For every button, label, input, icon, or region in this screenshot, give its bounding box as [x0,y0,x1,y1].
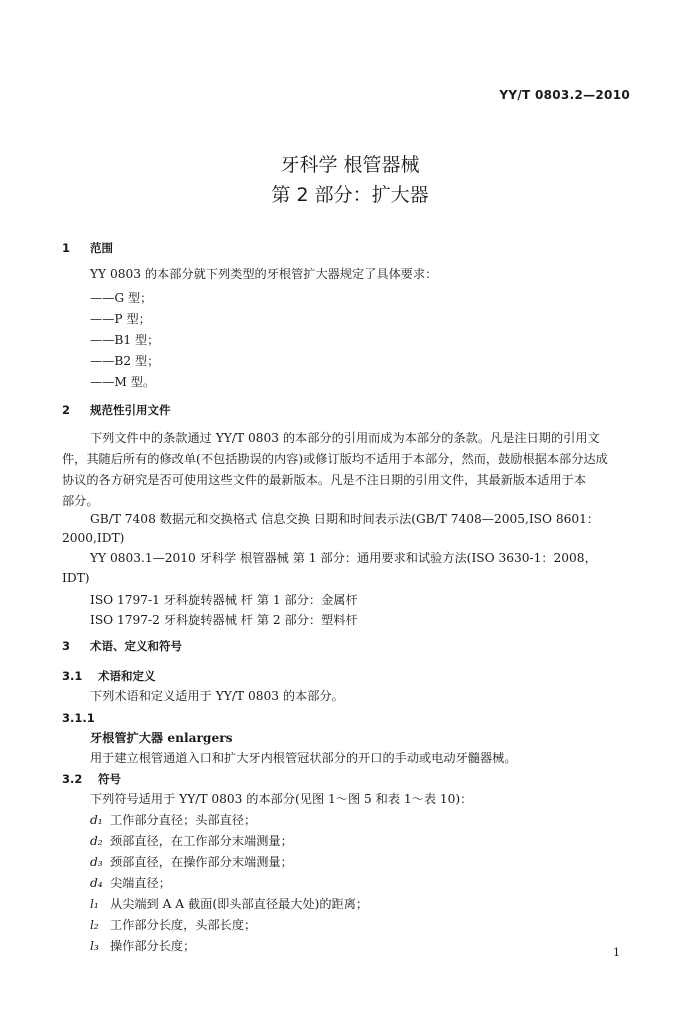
symbol: d₂ [90,834,103,848]
reference-line: YY 0803.1—2010 牙科学 根管器械 第 1 部分：通用要求和试验方法(ISO 3630-1：2008， [90,551,597,565]
symbol-item [90,917,256,933]
section-1-heading: 1 范围 [62,241,113,255]
paragraph-line: 下列文件中的条款通过 YY/T 0803 的本部分的引用而成为本部分的条款。凡是注日期的引用文 [90,431,600,445]
section-1-intro: YY 0803 的本部分就下列类型的牙根管扩大器规定了具体要求： [90,267,438,281]
section-number: 3 [62,639,71,653]
section-number: 1 [62,241,71,255]
symbol: d₃ [90,855,103,869]
symbol-description: 工作部分长度，头部长度； [110,918,257,932]
section-3-heading: 3 术语、定义和符号 [62,639,182,653]
section-3-2-heading: 3.2 符号 [62,772,121,786]
symbol-description: 工作部分直径；头部直径； [110,813,257,827]
standard-code: YY/T 0803.2—2010 [499,88,630,102]
symbol-item [90,812,256,828]
symbol-description: 从尖端到 A A 截面(即头部直径最大处)的距离； [110,897,369,911]
section-3-1-heading: 3.1 术语和定义 [62,669,156,683]
paragraph-line: 件，其随后所有的修改单(不包括勘误的内容)或修订版均不适用于本部分，然而，鼓励根据本部分达成 [62,452,608,466]
symbol-item [90,938,195,954]
type-item: ——M 型。 [90,375,156,389]
section-number: 3.2 [62,772,83,786]
section-number: 2 [62,403,71,417]
term-definition: 用于建立根管通道入口和扩大牙内根管冠状部分的开口的手动或电动牙髓器械。 [90,751,517,765]
symbol: d₁ [90,813,103,827]
symbol: d₄ [90,876,103,890]
reference-line: ISO 1797-1 牙科旋转器械 杆 第 1 部分：金属杆 [90,593,358,607]
symbol-item [90,875,171,891]
symbol-description: 操作部分长度； [110,939,196,953]
title-line-1: 牙科学 根管器械 [280,154,420,176]
symbol-description: 尖端直径； [110,876,171,890]
symbol: l₂ [90,918,99,932]
section-3-1-1-number: 3.1.1 [62,711,95,725]
paragraph-line: 下列术语和定义适用于 YY/T 0803 的本部分。 [90,689,344,703]
type-item: ——P 型； [90,312,151,326]
section-2-heading: 2 规范性引用文件 [62,403,171,417]
symbol-item [90,896,368,912]
symbol: l₁ [90,897,99,911]
page-number: 1 [613,946,620,959]
symbol-description: 颈部直径，在工作部分末端测量； [110,834,293,848]
term-heading: 牙根管扩大器 enlargers [90,731,233,745]
paragraph-line: 下列符号适用于 YY/T 0803 的本部分(见图 1～图 5 和表 1～表 10)： [90,792,473,806]
reference-line: ISO 1797-2 牙科旋转器械 杆 第 2 部分：塑料杆 [90,613,358,627]
type-item: ——B2 型； [90,354,160,368]
type-item: ——G 型； [90,291,153,305]
reference-line: 2000,IDT) [62,531,125,545]
title-line-2: 第 2 部分：扩大器 [271,184,429,206]
paragraph-line: 协议的各方研究是否可使用这些文件的最新版本。凡是不注日期的引用文件，其最新版本适用于本 [62,473,587,487]
symbol-item [90,854,293,870]
symbol-item [90,833,293,849]
symbol-description: 颈部直径，在操作部分末端测量； [110,855,293,869]
reference-line: GB/T 7408 数据元和交换格式 信息交换 日期和时间表示法(GB/T 7408—2005,ISO 8601： [90,512,600,526]
symbol: l₃ [90,939,99,953]
paragraph-line: 部分。 [62,494,99,508]
section-number: 3.1 [62,669,83,683]
type-item: ——B1 型； [90,333,160,347]
reference-line: IDT) [62,571,90,585]
